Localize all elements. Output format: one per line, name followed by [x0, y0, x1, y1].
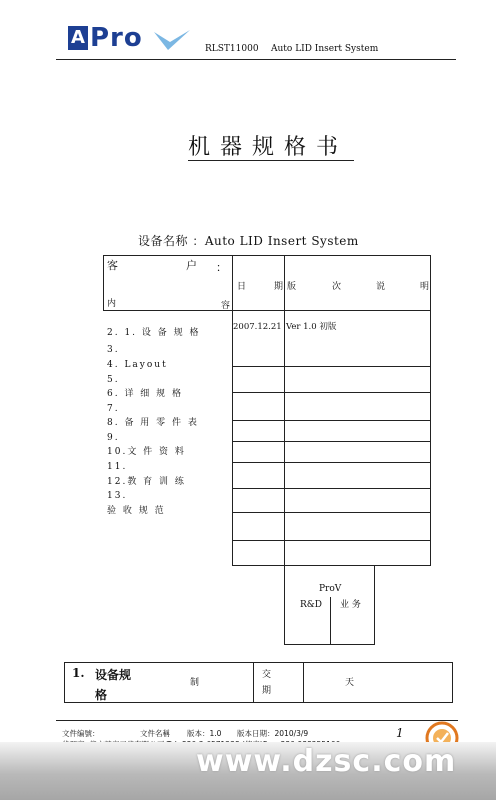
- footer-doc-no: 文件编號：: [62, 729, 100, 738]
- version-header-2: 次: [332, 282, 342, 292]
- toc-item: 2. 1. 设 备 规 格: [107, 328, 201, 338]
- prov-logo: [68, 23, 192, 54]
- version-header-4: 明: [420, 282, 430, 292]
- section-date-label: 交: [262, 670, 272, 680]
- footer-version: 版本：1.0: [187, 729, 222, 738]
- content-label: 内: [107, 299, 117, 309]
- toc-item: 6. 详 细 规 格: [107, 389, 184, 399]
- equipment-name: 设备名称 ：Auto LID Insert System: [138, 234, 359, 248]
- section-title-2: 格: [95, 688, 108, 702]
- footer-doc-name: 文件名稱: [140, 729, 170, 738]
- signoff-company: ProV: [319, 584, 342, 594]
- footer-rule: [56, 720, 458, 721]
- logo-text: Pro: [90, 23, 143, 53]
- toc-item: 9.: [107, 433, 120, 443]
- customer-colon: ：: [216, 261, 227, 274]
- section-made: 制: [190, 678, 200, 688]
- version-header-3: 说: [376, 282, 386, 292]
- signoff-rd: R&D: [300, 600, 323, 610]
- logo-swoosh-icon: [152, 28, 192, 52]
- header-system-name: Auto LID Insert System: [271, 44, 379, 54]
- customer-label: 客: [107, 259, 118, 272]
- section-title: 设备规: [95, 668, 132, 682]
- toc-item: 12.教 育 训 练: [107, 477, 186, 487]
- logo-mark: A: [68, 26, 88, 50]
- section-days: 天: [345, 678, 355, 688]
- toc-item: 11.: [107, 462, 128, 472]
- section-date-label-2: 期: [262, 686, 272, 696]
- toc-item: 4. Layout: [107, 360, 168, 370]
- toc-item: 13.: [107, 491, 128, 501]
- version-header: 版: [287, 282, 297, 292]
- header-rule: [56, 59, 456, 60]
- toc-item: 3.: [107, 345, 120, 355]
- toc-item: 验 收 规 范: [107, 506, 166, 516]
- title-underline: [188, 160, 354, 161]
- history-date: 2007.12.21: [233, 322, 282, 332]
- customer-label-2: 户: [186, 259, 197, 272]
- toc-item: 10.文 件 资 料: [107, 447, 186, 457]
- section-number: 1.: [72, 666, 85, 680]
- page-number: 1: [396, 726, 404, 740]
- content-label-2: 容: [221, 301, 231, 311]
- toc-item: 8. 备 用 零 件 表: [107, 418, 199, 428]
- doc-code: RLST11000: [205, 44, 259, 54]
- date-header-2: 期: [274, 282, 284, 292]
- doc-title: 机器规格书: [188, 135, 349, 160]
- footer-version-date: 版本日期：2010/3/9: [237, 729, 309, 738]
- watermark-text: www.dzsc.com: [196, 744, 457, 779]
- signoff-sales: 业 务: [340, 600, 361, 610]
- history-description: Ver 1.0 初版: [286, 322, 337, 332]
- toc-item: 5.: [107, 375, 120, 385]
- date-header: 日: [237, 282, 247, 292]
- toc-item: 7.: [107, 404, 120, 414]
